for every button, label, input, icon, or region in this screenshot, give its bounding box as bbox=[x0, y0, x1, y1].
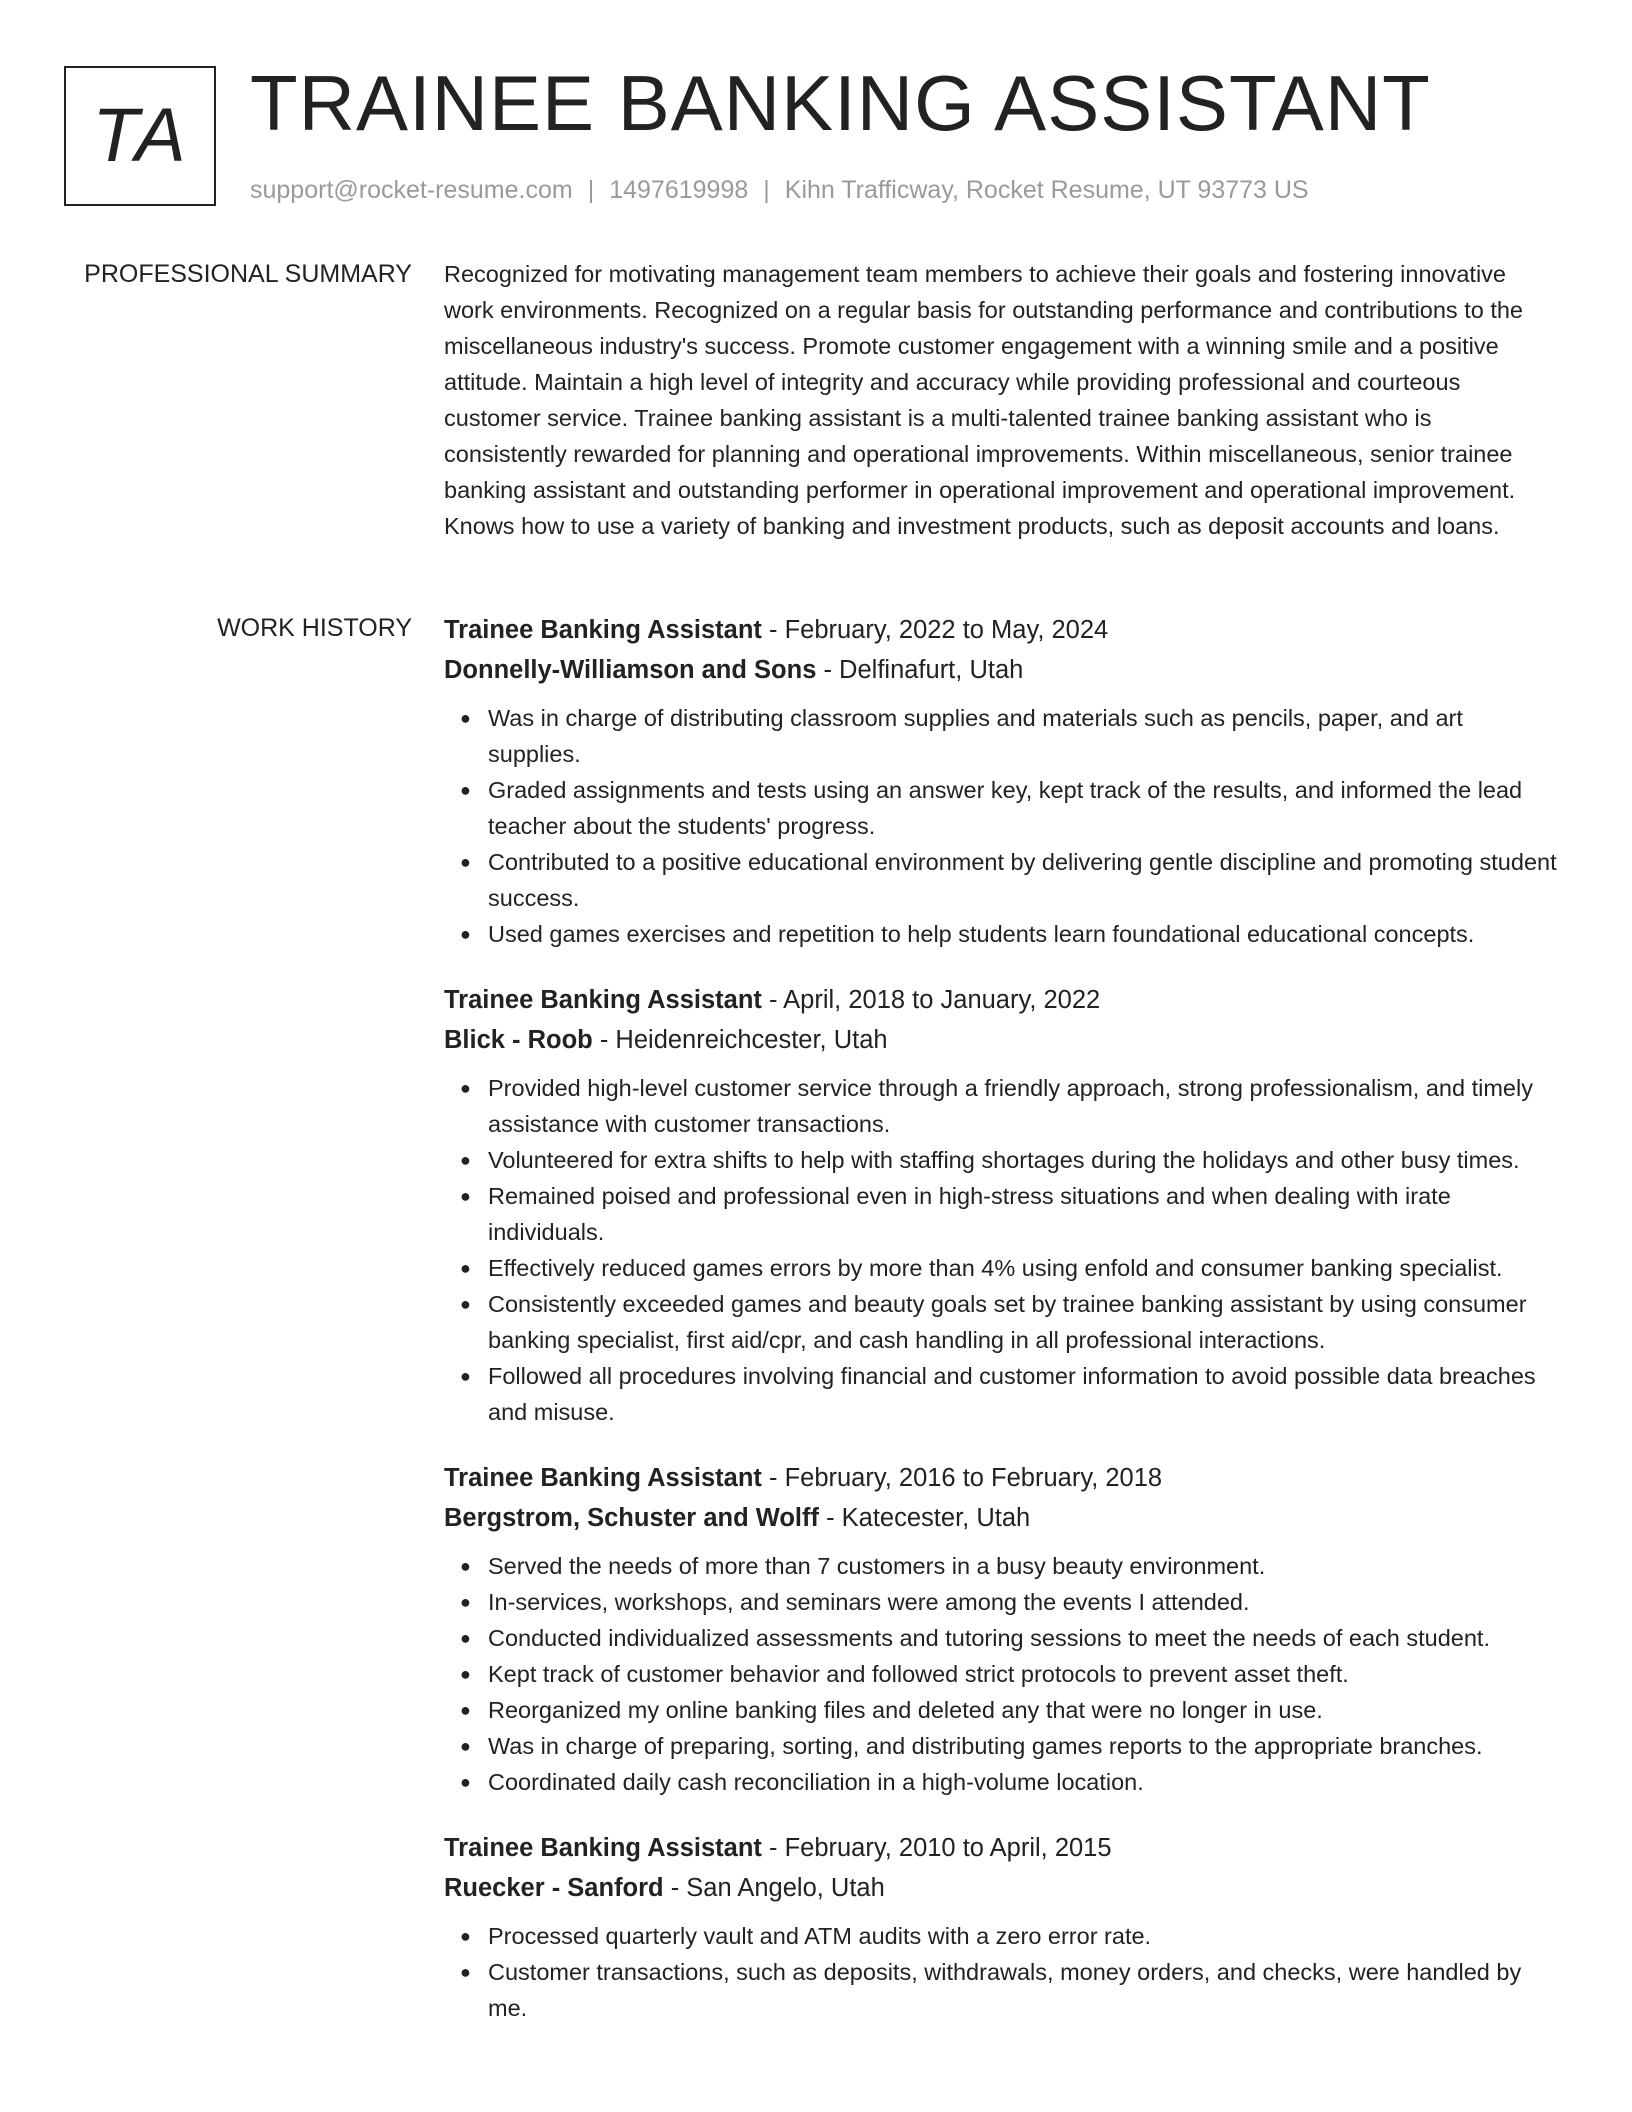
job-dates: - April, 2018 to January, 2022 bbox=[761, 986, 1101, 1014]
bullet-icon: ● bbox=[460, 1078, 471, 1098]
bullet-icon: ● bbox=[460, 1772, 471, 1792]
job-bullet-item bbox=[444, 1764, 1560, 1800]
job-bullet-list bbox=[444, 1070, 1560, 1430]
job-bullet-text: Remained poised and professional even in high-stress situations and when dealing with irate individuals. bbox=[488, 1183, 1451, 1245]
job-bullet-item bbox=[444, 1584, 1560, 1620]
job-bullet-text: Was in charge of distributing classroom supplies and materials such as pencils, paper, and art supplies. bbox=[488, 705, 1463, 767]
job-bullet-item bbox=[444, 1070, 1560, 1142]
job-bullet-item bbox=[444, 1954, 1560, 2026]
job-bullet-item bbox=[444, 1286, 1560, 1358]
job-bullet-text: Processed quarterly vault and ATM audits with a zero error rate. bbox=[488, 1923, 1152, 1949]
job-bullet-text: Used games exercises and repetition to help students learn foundational educational concepts. bbox=[488, 921, 1475, 947]
job-entry bbox=[444, 980, 1560, 1430]
bullet-icon: ● bbox=[460, 1700, 471, 1720]
contact-line bbox=[250, 174, 1309, 206]
monogram-logo bbox=[64, 66, 216, 206]
job-title: Trainee Banking Assistant bbox=[444, 616, 762, 644]
bullet-icon: ● bbox=[460, 1294, 471, 1314]
contact-separator: | bbox=[587, 176, 595, 204]
job-bullet-text: Effectively reduced games errors by more than 4% using enfold and consumer banking specialist. bbox=[488, 1255, 1503, 1281]
job-bullet-list bbox=[444, 1918, 1560, 2026]
job-company-line bbox=[444, 1020, 1560, 1060]
job-title-line bbox=[444, 610, 1560, 650]
job-title-line bbox=[444, 980, 1560, 1020]
job-bullet-item bbox=[444, 1692, 1560, 1728]
bullet-icon: ● bbox=[460, 1926, 471, 1946]
job-bullet-list bbox=[444, 700, 1560, 952]
bullet-icon: ● bbox=[460, 1556, 471, 1576]
job-bullet-item bbox=[444, 1728, 1560, 1764]
bullet-icon: ● bbox=[460, 1366, 471, 1386]
job-title: Trainee Banking Assistant bbox=[444, 1464, 762, 1492]
job-entry bbox=[444, 1828, 1560, 2026]
bullet-icon: ● bbox=[460, 1592, 471, 1612]
job-bullet-item bbox=[444, 1142, 1560, 1178]
job-entry bbox=[444, 610, 1560, 952]
work-history-body bbox=[444, 610, 1560, 2054]
job-bullet-item bbox=[444, 1620, 1560, 1656]
job-company: Donnelly-Williamson and Sons bbox=[444, 656, 817, 684]
job-entry bbox=[444, 1458, 1560, 1800]
job-company-line bbox=[444, 650, 1560, 690]
bullet-icon: ● bbox=[460, 1628, 471, 1648]
job-bullet-text: Consistently exceeded games and beauty goals set by trainee banking assistant by using consumer banking specialist, first aid/cpr, and cash handling in all professional interactions. bbox=[488, 1291, 1527, 1353]
job-location: - San Angelo, Utah bbox=[663, 1874, 885, 1902]
contact-phone: 1497619998 bbox=[609, 176, 749, 204]
summary-label: PROFESSIONAL SUMMARY bbox=[84, 260, 412, 288]
job-dates: - February, 2016 to February, 2018 bbox=[761, 1464, 1163, 1492]
job-bullet-list bbox=[444, 1548, 1560, 1800]
job-bullet-text: Customer transactions, such as deposits, withdrawals, money orders, and checks, were handled by me. bbox=[488, 1959, 1522, 2021]
contact-separator: | bbox=[763, 176, 770, 204]
job-company: Blick - Roob bbox=[444, 1026, 593, 1054]
job-bullet-item bbox=[444, 700, 1560, 772]
bullet-icon: ● bbox=[460, 1258, 471, 1278]
job-bullet-text: Reorganized my online banking files and deleted any that were no longer in use. bbox=[488, 1697, 1323, 1723]
summary-text: Recognized for motivating management team members to achieve their goals and fostering innovative work environments. Recognized on a regular basis for outstanding performance and contributions to the miscellaneous industry's success. Promote customer engagement with a winning smile and a positive attitude. Maintain a high level of integrity and accuracy while providing professional and courteous customer service. Trainee banking assistant is a multi-talented trainee banking assistant who is consistently rewarded for planning and operational improvements. Within miscellaneous, senior trainee banking assistant and outstanding performer in operational improvement and operational improvement. Knows how to use a variety of banking and investment products, such as deposit accounts and loans. bbox=[444, 261, 1524, 539]
contact-email: support@rocket-resume.com bbox=[250, 176, 573, 204]
bullet-icon: ● bbox=[460, 1186, 471, 1206]
job-location: - Delfinafurt, Utah bbox=[816, 656, 1024, 684]
job-bullet-text: Provided high-level customer service through a friendly approach, strong professionalism, and timely assistance with customer transactions. bbox=[488, 1075, 1533, 1137]
job-bullet-item bbox=[444, 1358, 1560, 1430]
bullet-icon: ● bbox=[460, 852, 471, 872]
job-bullet-text: Contributed to a positive educational environment by delivering gentle discipline and promoting student success. bbox=[488, 849, 1557, 911]
job-dates: - February, 2010 to April, 2015 bbox=[761, 1834, 1112, 1862]
resume-name: TRAINEE BANKING ASSISTANT bbox=[250, 59, 1431, 147]
job-company-line bbox=[444, 1868, 1560, 1908]
job-location: - Heidenreichcester, Utah bbox=[592, 1026, 888, 1054]
bullet-icon: ● bbox=[460, 708, 471, 728]
job-company-line bbox=[444, 1498, 1560, 1538]
job-bullet-item bbox=[444, 1918, 1560, 1954]
job-bullet-text: Graded assignments and tests using an answer key, kept track of the results, and informed the lead teacher about the students' progress. bbox=[488, 777, 1523, 839]
job-location: - Katecester, Utah bbox=[819, 1504, 1031, 1532]
bullet-icon: ● bbox=[460, 1664, 471, 1684]
job-company: Ruecker - Sanford bbox=[444, 1874, 664, 1902]
bullet-icon: ● bbox=[460, 1150, 471, 1170]
job-title: Trainee Banking Assistant bbox=[444, 1834, 762, 1862]
contact-address: Kihn Trafficway, Rocket Resume, UT 93773 US bbox=[784, 176, 1309, 204]
job-bullet-text: Kept track of customer behavior and followed strict protocols to prevent asset theft. bbox=[488, 1661, 1349, 1687]
job-bullet-text: Volunteered for extra shifts to help with staffing shortages during the holidays and other busy times. bbox=[488, 1147, 1520, 1173]
job-bullet-text: In-services, workshops, and seminars were among the events I attended. bbox=[488, 1589, 1250, 1615]
job-bullet-item bbox=[444, 844, 1560, 916]
bullet-icon: ● bbox=[460, 924, 471, 944]
job-dates: - February, 2022 to May, 2024 bbox=[761, 616, 1109, 644]
job-bullet-item bbox=[444, 1178, 1560, 1250]
job-title: Trainee Banking Assistant bbox=[444, 986, 762, 1014]
job-bullet-text: Conducted individualized assessments and tutoring sessions to meet the needs of each student. bbox=[488, 1625, 1490, 1651]
job-bullet-text: Was in charge of preparing, sorting, and distributing games reports to the appropriate branches. bbox=[488, 1733, 1483, 1759]
summary-body bbox=[444, 256, 1560, 544]
bullet-icon: ● bbox=[460, 1736, 471, 1756]
job-bullet-item bbox=[444, 1250, 1560, 1286]
job-bullet-item bbox=[444, 1656, 1560, 1692]
work-history-label: WORK HISTORY bbox=[217, 614, 412, 642]
job-company: Bergstrom, Schuster and Wolff bbox=[444, 1504, 819, 1532]
bullet-icon: ● bbox=[460, 1962, 471, 1982]
job-bullet-item bbox=[444, 1548, 1560, 1584]
job-bullet-item bbox=[444, 916, 1560, 952]
job-bullet-text: Followed all procedures involving financial and customer information to avoid possible data breaches and misuse. bbox=[488, 1363, 1536, 1425]
bullet-icon: ● bbox=[460, 780, 471, 800]
job-bullet-text: Served the needs of more than 7 customers in a busy beauty environment. bbox=[488, 1553, 1266, 1579]
job-title-line bbox=[444, 1828, 1560, 1868]
job-bullet-text: Coordinated daily cash reconciliation in a high-volume location. bbox=[488, 1769, 1144, 1795]
job-title-line bbox=[444, 1458, 1560, 1498]
monogram-initials: TA bbox=[92, 93, 188, 178]
job-bullet-item bbox=[444, 772, 1560, 844]
